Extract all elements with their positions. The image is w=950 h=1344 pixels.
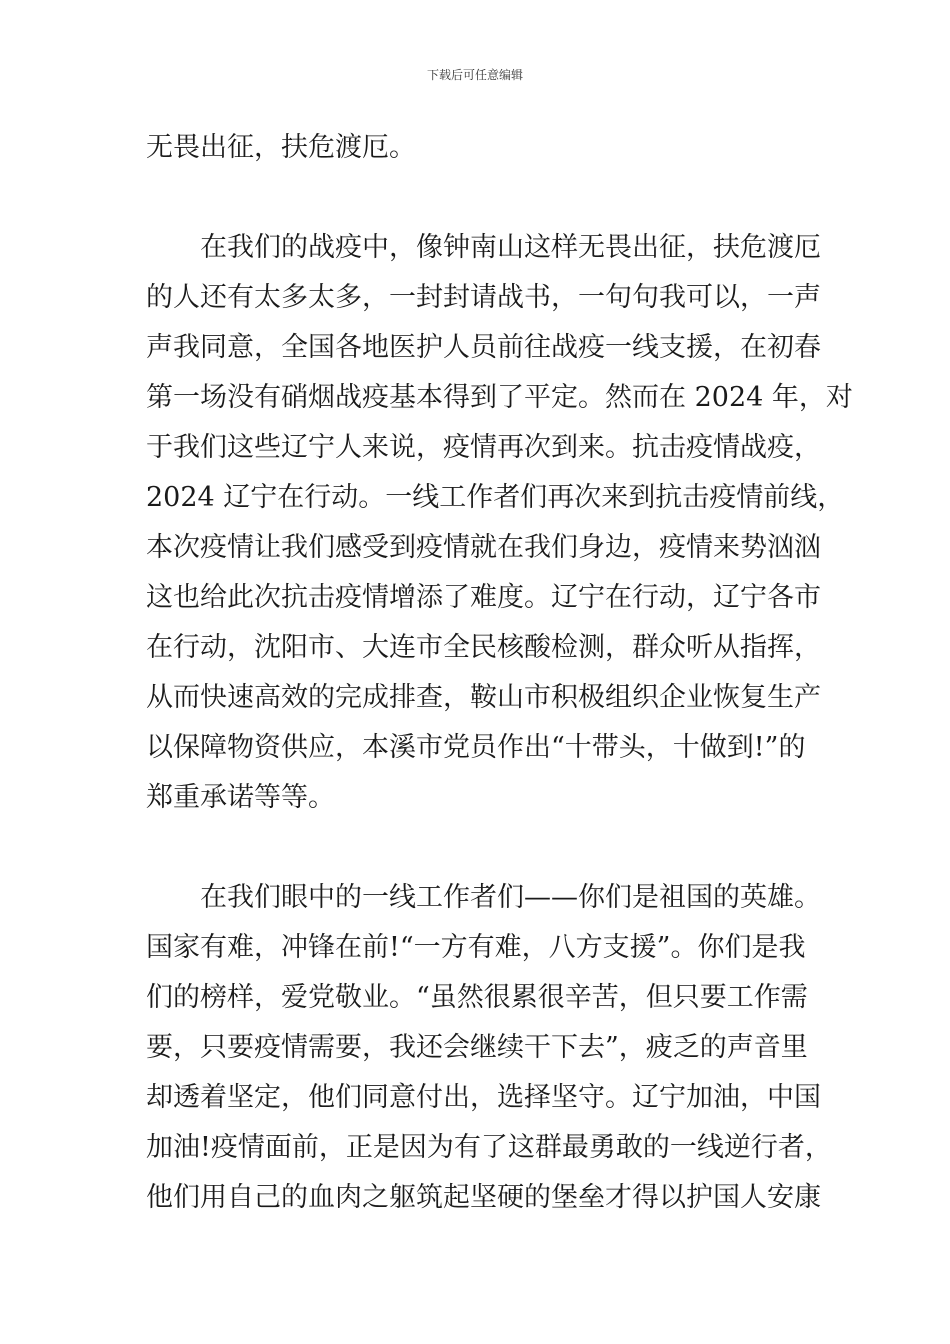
text-line: 的人还有太多太多，一封封请战书，一句句我可以，一声: [146, 282, 821, 313]
text-line: 声我同意，全国各地医护人员前往战疫一线支援，在初春: [146, 332, 821, 363]
text-line: 于我们这些辽宁人来说，疫情再次到来。抗击疫情战疫，: [146, 432, 821, 463]
text-line: 要，只要疫情需要，我还会继续干下去”，疲乏的声音里: [146, 1032, 808, 1063]
text-line: 第一场没有硝烟战疫基本得到了平定。然而在 2024 年，对: [146, 382, 853, 413]
text-line: 以保障物资供应，本溪市党员作出“十带头，十做到!”的: [146, 732, 806, 763]
text-line: 2024 辽宁在行动。一线工作者们再次来到抗击疫情前线，: [146, 482, 845, 513]
text-line: 本次疫情让我们感受到疫情就在我们身边，疫情来势汹汹: [146, 532, 821, 563]
text-line: 加油!疫情面前，正是因为有了这群最勇敢的一线逆行者，: [146, 1132, 832, 1163]
text-line: 在我们眼中的一线工作者们——你们是祖国的英雄。: [146, 882, 821, 913]
text-line: 却透着坚定，他们同意付出，选择坚守。辽宁加油，中国: [146, 1082, 821, 1113]
text-line: 他们用自己的血肉之躯筑起坚硬的堡垒才得以护国人安康: [146, 1182, 821, 1213]
header-note: 下载后可任意编辑: [426, 68, 523, 82]
text-line: 这也给此次抗击疫情增添了难度。辽宁在行动，辽宁各市: [146, 582, 821, 613]
text-line: 郑重承诺等等。: [146, 782, 335, 813]
text-line: 们的榜样，爱党敬业。“虽然很累很辛苦，但只要工作需: [146, 982, 808, 1013]
text-line: 在我们的战疫中，像钟南山这样无畏出征，扶危渡厄: [146, 232, 821, 263]
text-line: 无畏出征，扶危渡厄。: [146, 132, 416, 163]
text-line: 从而快速高效的完成排查，鞍山市积极组织企业恢复生产: [146, 682, 821, 713]
text-line: 在行动，沈阳市、大连市全民核酸检测，群众听从指挥，: [146, 632, 821, 663]
text-line: 国家有难，冲锋在前!“一方有难，八方支援”。你们是我: [146, 932, 806, 963]
